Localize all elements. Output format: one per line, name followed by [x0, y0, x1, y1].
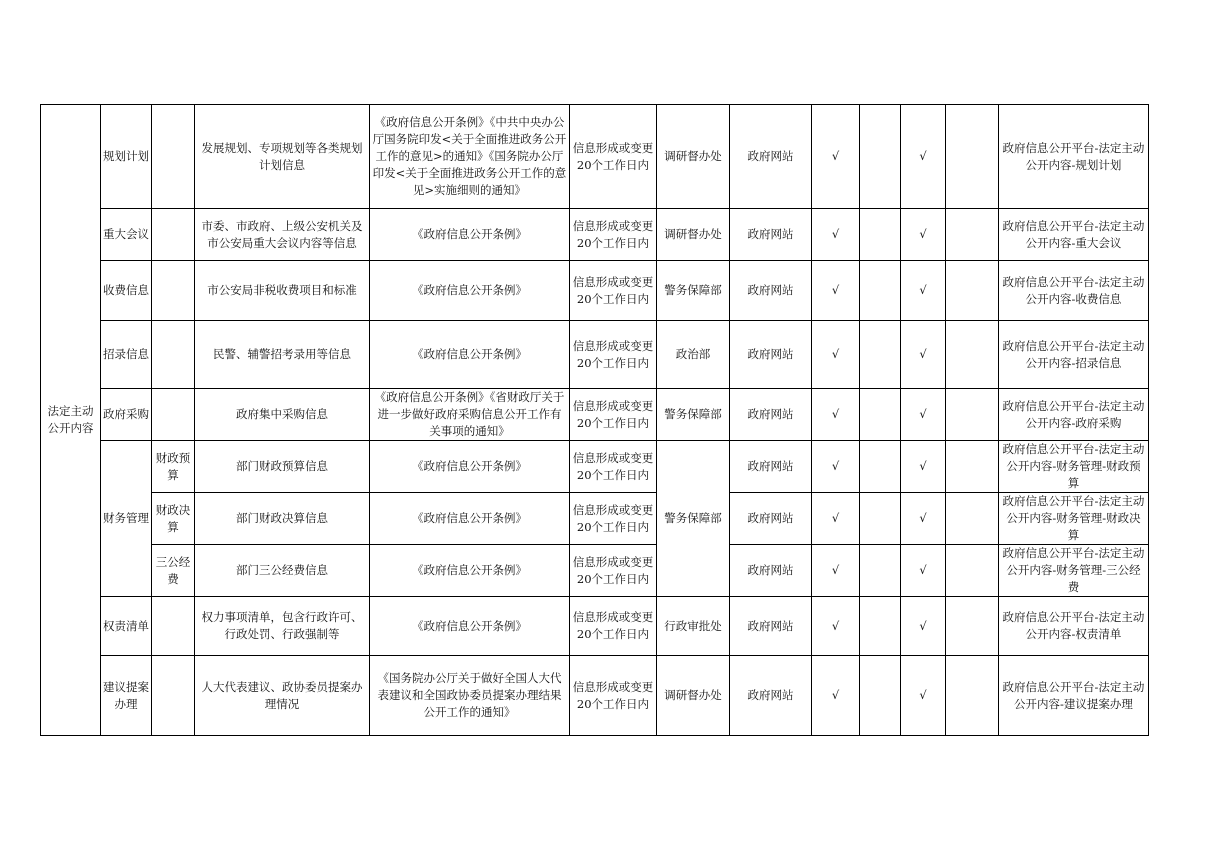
empty-cell — [860, 321, 901, 389]
basis-cell: 《政府信息公开条例》 — [370, 209, 570, 261]
channel-cell: 政府网站 — [730, 545, 812, 597]
department-cell: 政治部 — [657, 321, 730, 389]
check-mark: √ — [901, 209, 946, 261]
content-cell: 政府集中采购信息 — [195, 389, 370, 441]
empty-cell — [860, 656, 901, 736]
department-cell: 警务保障部 — [657, 389, 730, 441]
sub-item-cell — [152, 656, 195, 736]
sub-item-cell — [152, 389, 195, 441]
content-cell: 市公安局非税收费项目和标准 — [195, 261, 370, 321]
basis-cell: 《政府信息公开条例》《省财政厅关于进一步做好政府采购信息公开工作有关事项的通知》 — [370, 389, 570, 441]
time-limit-cell: 信息形成或变更20个工作日内 — [570, 389, 657, 441]
check-mark: √ — [812, 545, 860, 597]
empty-cell — [860, 389, 901, 441]
sub-item-cell: 三公经费 — [152, 545, 195, 597]
check-mark: √ — [812, 389, 860, 441]
time-limit-cell: 信息形成或变更20个工作日内 — [570, 441, 657, 493]
basis-cell: 《政府信息公开条例》 — [370, 261, 570, 321]
check-mark: √ — [901, 105, 946, 209]
channel-cell: 政府网站 — [730, 597, 812, 656]
empty-cell — [860, 441, 901, 493]
department-cell: 警务保障部 — [657, 441, 730, 597]
location-cell: 政府信息公开平台-法定主动公开内容-招录信息 — [999, 321, 1149, 389]
empty-cell — [946, 389, 999, 441]
table-row — [41, 441, 1149, 493]
check-mark: √ — [901, 261, 946, 321]
time-limit-cell: 信息形成或变更20个工作日内 — [570, 545, 657, 597]
check-mark: √ — [901, 321, 946, 389]
sub-item-cell — [152, 261, 195, 321]
time-limit-cell: 信息形成或变更20个工作日内 — [570, 261, 657, 321]
time-limit-cell: 信息形成或变更20个工作日内 — [570, 493, 657, 545]
empty-cell — [860, 545, 901, 597]
check-mark: √ — [901, 389, 946, 441]
channel-cell: 政府网站 — [730, 105, 812, 209]
content-cell: 部门三公经费信息 — [195, 545, 370, 597]
item-cell: 政府采购 — [101, 389, 152, 441]
department-cell: 警务保障部 — [657, 261, 730, 321]
check-mark: √ — [812, 321, 860, 389]
department-cell: 调研督办处 — [657, 209, 730, 261]
content-cell: 权力事项清单，包含行政许可、行政处罚、行政强制等 — [195, 597, 370, 656]
location-cell: 政府信息公开平台-法定主动公开内容-收费信息 — [999, 261, 1149, 321]
check-mark: √ — [812, 105, 860, 209]
location-cell: 政府信息公开平台-法定主动公开内容-重大会议 — [999, 209, 1149, 261]
sub-item-cell — [152, 321, 195, 389]
check-mark: √ — [901, 656, 946, 736]
table-row — [41, 389, 1149, 441]
time-limit-cell: 信息形成或变更20个工作日内 — [570, 105, 657, 209]
channel-cell: 政府网站 — [730, 321, 812, 389]
item-cell: 建议提案办理 — [101, 656, 152, 736]
empty-cell — [860, 209, 901, 261]
check-mark: √ — [901, 597, 946, 656]
department-cell: 调研督办处 — [657, 656, 730, 736]
empty-cell — [860, 261, 901, 321]
item-cell: 权责清单 — [101, 597, 152, 656]
content-cell: 部门财政预算信息 — [195, 441, 370, 493]
item-cell: 重大会议 — [101, 209, 152, 261]
item-cell: 招录信息 — [101, 321, 152, 389]
empty-cell — [946, 321, 999, 389]
empty-cell — [860, 105, 901, 209]
empty-cell — [946, 597, 999, 656]
basis-cell: 《政府信息公开条例》 — [370, 321, 570, 389]
content-cell: 市委、市政府、上级公安机关及市公安局重大会议内容等信息 — [195, 209, 370, 261]
table-row — [41, 321, 1149, 389]
check-mark: √ — [812, 261, 860, 321]
check-mark: √ — [812, 209, 860, 261]
table-row — [41, 493, 1149, 545]
department-cell: 行政审批处 — [657, 597, 730, 656]
check-mark: √ — [812, 441, 860, 493]
location-cell: 政府信息公开平台-法定主动公开内容-财务管理-三公经费 — [999, 545, 1149, 597]
channel-cell: 政府网站 — [730, 656, 812, 736]
table-row — [41, 261, 1149, 321]
content-cell: 发展规划、专项规划等各类规划计划信息 — [195, 105, 370, 209]
basis-cell: 《政府信息公开条例》《中共中央办公厅国务院印发<关于全面推进政务公开工作的意见>的通知》《国务院办公厅印发<关于全面推进政务公开工作的意见>实施细则的通知》 — [370, 105, 570, 209]
location-cell: 政府信息公开平台-法定主动公开内容-政府采购 — [999, 389, 1149, 441]
basis-cell: 《政府信息公开条例》 — [370, 493, 570, 545]
empty-cell — [946, 261, 999, 321]
empty-cell — [860, 493, 901, 545]
basis-cell: 《政府信息公开条例》 — [370, 441, 570, 493]
time-limit-cell: 信息形成或变更20个工作日内 — [570, 656, 657, 736]
check-mark: √ — [901, 441, 946, 493]
table-row — [41, 209, 1149, 261]
table-row — [41, 545, 1149, 597]
location-cell: 政府信息公开平台-法定主动公开内容-规划计划 — [999, 105, 1149, 209]
basis-cell: 《政府信息公开条例》 — [370, 597, 570, 656]
channel-cell: 政府网站 — [730, 261, 812, 321]
department-cell: 调研督办处 — [657, 105, 730, 209]
basis-cell: 《政府信息公开条例》 — [370, 545, 570, 597]
sub-item-cell — [152, 209, 195, 261]
check-mark: √ — [901, 545, 946, 597]
table-row — [41, 597, 1149, 656]
location-cell: 政府信息公开平台-法定主动公开内容-权责清单 — [999, 597, 1149, 656]
content-cell: 部门财政决算信息 — [195, 493, 370, 545]
item-cell: 财务管理 — [101, 441, 152, 597]
table-row — [41, 105, 1149, 209]
check-mark: √ — [812, 493, 860, 545]
empty-cell — [946, 441, 999, 493]
empty-cell — [946, 209, 999, 261]
check-mark: √ — [812, 597, 860, 656]
sub-item-cell: 财政决算 — [152, 493, 195, 545]
time-limit-cell: 信息形成或变更20个工作日内 — [570, 321, 657, 389]
empty-cell — [946, 105, 999, 209]
empty-cell — [860, 597, 901, 656]
category-cell: 法定主动公开内容 — [41, 105, 101, 736]
sub-item-cell — [152, 105, 195, 209]
location-cell: 政府信息公开平台-法定主动公开内容-建议提案办理 — [999, 656, 1149, 736]
disclosure-table — [40, 104, 1149, 736]
table-row — [41, 656, 1149, 736]
channel-cell: 政府网站 — [730, 209, 812, 261]
channel-cell: 政府网站 — [730, 493, 812, 545]
content-cell: 民警、辅警招考录用等信息 — [195, 321, 370, 389]
item-cell: 收费信息 — [101, 261, 152, 321]
empty-cell — [946, 493, 999, 545]
sub-item-cell — [152, 597, 195, 656]
channel-cell: 政府网站 — [730, 441, 812, 493]
location-cell: 政府信息公开平台-法定主动公开内容-财务管理-财政决算 — [999, 493, 1149, 545]
check-mark: √ — [812, 656, 860, 736]
empty-cell — [946, 545, 999, 597]
check-mark: √ — [901, 493, 946, 545]
channel-cell: 政府网站 — [730, 389, 812, 441]
sub-item-cell: 财政预算 — [152, 441, 195, 493]
empty-cell — [946, 656, 999, 736]
content-cell: 人大代表建议、政协委员提案办理情况 — [195, 656, 370, 736]
time-limit-cell: 信息形成或变更20个工作日内 — [570, 597, 657, 656]
basis-cell: 《国务院办公厅关于做好全国人大代表建议和全国政协委员提案办理结果公开工作的通知》 — [370, 656, 570, 736]
time-limit-cell: 信息形成或变更20个工作日内 — [570, 209, 657, 261]
item-cell: 规划计划 — [101, 105, 152, 209]
location-cell: 政府信息公开平台-法定主动公开内容-财务管理-财政预算 — [999, 441, 1149, 493]
